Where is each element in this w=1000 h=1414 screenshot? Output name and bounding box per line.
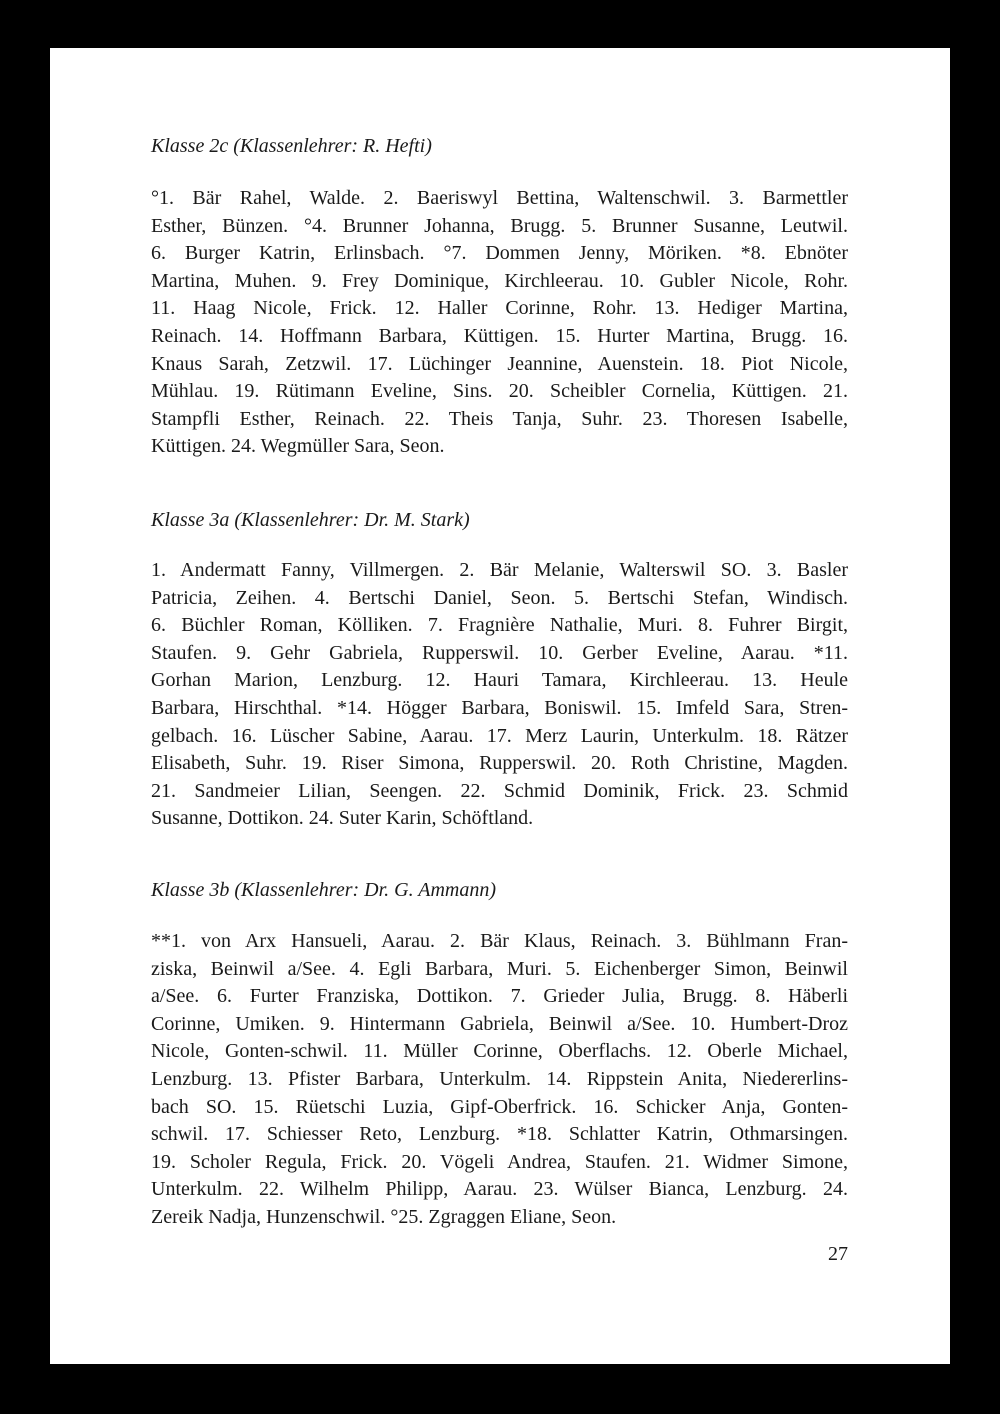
text-line: bach SO. 15. Rüetschi Luzia, Gipf-Oberfrick. 16. Schicker Anja, Gonten- [151, 1095, 848, 1118]
text-line: Unterkulm. 22. Wilhelm Philipp, Aarau. 23. Wülser Bianca, Lenzburg. 24. [151, 1178, 848, 1201]
student-list-klasse-3a [151, 557, 848, 833]
text-line: Mühlau. 19. Rütimann Eveline, Sins. 20. Scheibler Cornelia, Küttigen. 21. [151, 380, 848, 403]
section-heading-klasse-3a: Klasse 3a (Klassenlehrer: Dr. M. Stark) [151, 509, 470, 531]
text-line: Küttigen. 24. Wegmüller Sara, Seon. [151, 435, 445, 458]
text-line: Knaus Sarah, Zetzwil. 17. Lüchinger Jeannine, Auenstein. 18. Piot Nicole, [151, 352, 848, 375]
text-line: Martina, Muhen. 9. Frey Dominique, Kirchleerau. 10. Gubler Nicole, Rohr. [151, 269, 848, 292]
text-line: Nicole, Gonten-schwil. 11. Müller Corinne, Oberflachs. 12. Oberle Michael, [151, 1040, 848, 1063]
text-line: Patricia, Zeihen. 4. Bertschi Daniel, Seon. 5. Bertschi Stefan, Windisch. [151, 586, 848, 609]
text-line: **1. von Arx Hansueli, Aarau. 2. Bär Klaus, Reinach. 3. Bühlmann Fran- [151, 930, 848, 952]
text-line: Susanne, Dottikon. 24. Suter Karin, Schöftland. [151, 807, 534, 830]
text-line: schwil. 17. Schiesser Reto, Lenzburg. *18. Schlatter Katrin, Othmarsingen. [151, 1123, 848, 1146]
text-line: Stampfli Esther, Reinach. 22. Theis Tanja, Suhr. 23. Thoresen Isabelle, [151, 407, 848, 430]
text-line: 6. Büchler Roman, Kölliken. 7. Fragnière Nathalie, Muri. 8. Fuhrer Birgit, [151, 614, 848, 637]
text-line: 19. Scholer Regula, Frick. 20. Vögeli Andrea, Staufen. 21. Widmer Simone, [151, 1150, 848, 1173]
text-line: Corinne, Umiken. 9. Hintermann Gabriela, Beinwil a/See. 10. Humbert-Droz [151, 1012, 848, 1035]
text-line: 21. Sandmeier Lilian, Seengen. 22. Schmid Dominik, Frick. 23. Schmid [151, 779, 848, 802]
text-line: Barbara, Hirschthal. *14. Högger Barbara, Boniswil. 15. Imfeld Sara, Stren- [151, 696, 848, 719]
text-line: Reinach. 14. Hoffmann Barbara, Küttigen. 15. Hurter Martina, Brugg. 16. [151, 324, 848, 347]
page-number: 27 [828, 1243, 848, 1265]
text-line: Gorhan Marion, Lenzburg. 12. Hauri Tamara, Kirchleerau. 13. Heule [151, 669, 848, 692]
section-heading-klasse-2c: Klasse 2c (Klassenlehrer: R. Hefti) [151, 135, 432, 157]
text-line: ziska, Beinwil a/See. 4. Egli Barbara, Muri. 5. Eichenberger Simon, Beinwil [151, 957, 848, 980]
text-line: °1. Bär Rahel, Walde. 2. Baeriswyl Bettina, Waltenschwil. 3. Barmettler [151, 187, 848, 209]
text-line: gelbach. 16. Lüscher Sabine, Aarau. 17. Merz Laurin, Unterkulm. 18. Rätzer [151, 724, 848, 747]
section-heading-klasse-3b: Klasse 3b (Klassenlehrer: Dr. G. Ammann) [151, 879, 496, 901]
student-list-klasse-2c [151, 185, 848, 461]
text-line: a/See. 6. Furter Franziska, Dottikon. 7. Grieder Julia, Brugg. 8. Häberli [151, 985, 848, 1008]
text-line: 6. Burger Katrin, Erlinsbach. °7. Dommen Jenny, Möriken. *8. Ebnöter [151, 242, 848, 265]
text-line: Elisabeth, Suhr. 19. Riser Simona, Rupperswil. 20. Roth Christine, Magden. [151, 752, 848, 775]
text-line: Zereik Nadja, Hunzenschwil. °25. Zgraggen Eliane, Seon. [151, 1205, 617, 1228]
text-line: 1. Andermatt Fanny, Villmergen. 2. Bär Melanie, Walterswil SO. 3. Basler [151, 559, 848, 581]
text-line: Staufen. 9. Gehr Gabriela, Rupperswil. 10. Gerber Eveline, Aarau. *11. [151, 641, 848, 664]
student-list-klasse-3b [151, 928, 848, 1232]
text-line: Esther, Bünzen. °4. Brunner Johanna, Brugg. 5. Brunner Susanne, Leutwil. [151, 214, 848, 237]
document-page [50, 48, 950, 1364]
text-line: Lenzburg. 13. Pfister Barbara, Unterkulm. 14. Rippstein Anita, Niedererlins- [151, 1067, 848, 1090]
text-line: 11. Haag Nicole, Frick. 12. Haller Corinne, Rohr. 13. Hediger Martina, [151, 297, 848, 320]
